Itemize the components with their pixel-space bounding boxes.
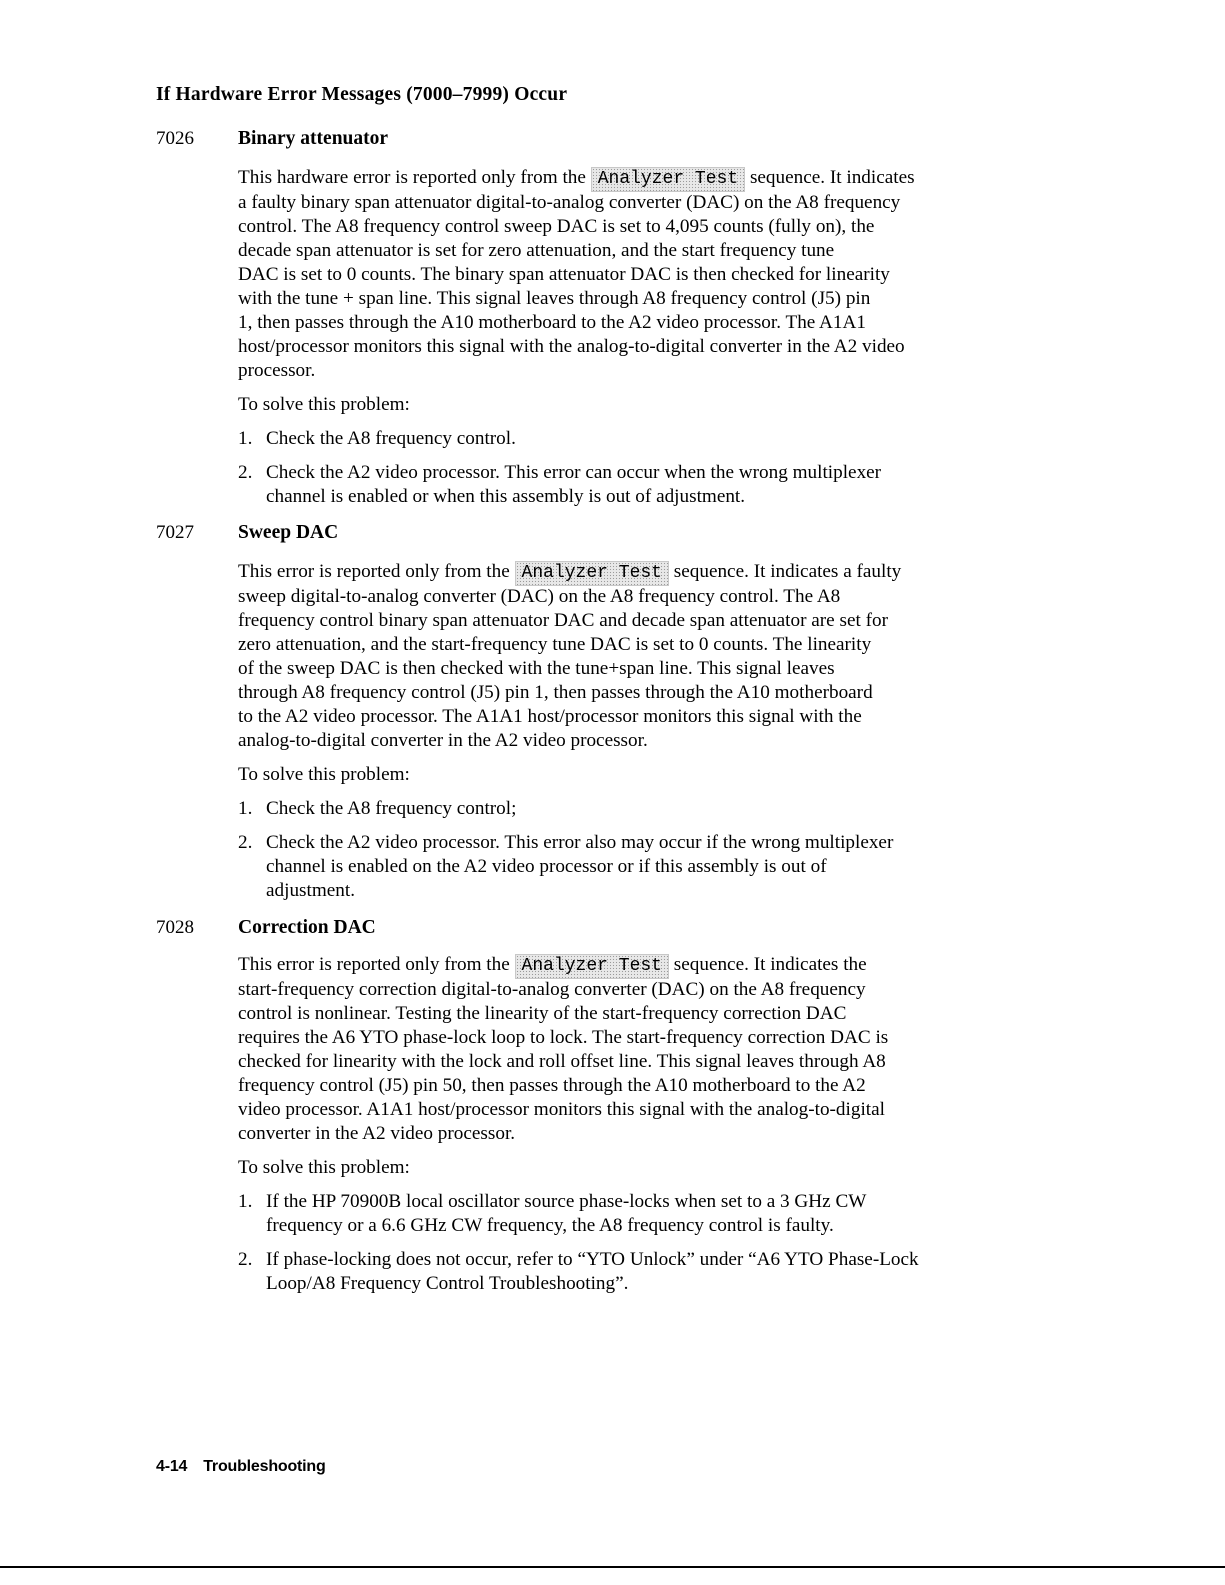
paragraph-line: through A8 frequency control (J5) pin 1, then passes through the A10 motherboard bbox=[238, 682, 873, 703]
paragraph-line: analog-to-digital converter in the A2 video processor. bbox=[238, 730, 648, 751]
paragraph-line: with the tune + span line. This signal leaves through A8 frequency control (J5) pin bbox=[238, 288, 871, 309]
solution-step bbox=[238, 1190, 1058, 1238]
bottom-rule bbox=[0, 1566, 1225, 1568]
error-code: 7026 bbox=[156, 128, 194, 149]
error-heading: Correction DAC bbox=[238, 917, 376, 938]
step-number: 1. bbox=[238, 798, 253, 819]
description-paragraph bbox=[238, 166, 1058, 383]
paragraph-line: control is nonlinear. Testing the linearity of the start-frequency correction DAC bbox=[238, 1003, 847, 1024]
error-body bbox=[238, 166, 1058, 519]
solution-steps bbox=[238, 797, 1058, 903]
solution-steps bbox=[238, 427, 1058, 509]
paragraph-line: converter in the A2 video processor. bbox=[238, 1123, 516, 1144]
paragraph-line: sweep digital-to-analog converter (DAC) on the A8 frequency control. The A8 bbox=[238, 586, 841, 607]
paragraph-line: host/processor monitors this signal with the analog-to-digital converter in the A2 video bbox=[238, 336, 905, 357]
paragraph-line: requires the A6 YTO phase-lock loop to lock. The start-frequency correction DAC is bbox=[238, 1027, 889, 1048]
paragraph-line: This error is reported only from the Analyzer Test sequence. It indicates the bbox=[238, 953, 1058, 978]
solution-step bbox=[238, 1248, 1058, 1296]
step-number: 1. bbox=[238, 1191, 253, 1212]
step-line: Check the A8 frequency control. bbox=[266, 428, 516, 449]
solution-steps bbox=[238, 1190, 1058, 1296]
paragraph-line: frequency control (J5) pin 50, then passes through the A10 motherboard to the A2 bbox=[238, 1075, 866, 1096]
analyzer-test-softkey: Analyzer Test bbox=[515, 954, 669, 979]
chapter-name: Troubleshooting bbox=[203, 1458, 326, 1475]
solution-step bbox=[238, 461, 1058, 509]
paragraph-line: frequency control binary span attenuator DAC and decade span attenuator are set for bbox=[238, 610, 888, 631]
solution-step bbox=[238, 797, 1058, 821]
step-number: 2. bbox=[238, 832, 253, 853]
solve-intro: To solve this problem: bbox=[238, 394, 410, 415]
step-line: frequency or a 6.6 GHz CW frequency, the A8 frequency control is faulty. bbox=[266, 1215, 834, 1236]
step-line: channel is enabled or when this assembly is out of adjustment. bbox=[266, 486, 746, 507]
step-number: 1. bbox=[238, 428, 253, 449]
paragraph-line: 1, then passes through the A10 motherboard to the A2 video processor. The A1A1 bbox=[238, 312, 866, 333]
step-number: 2. bbox=[238, 1249, 253, 1270]
paragraph-line: processor. bbox=[238, 360, 316, 381]
error-code: 7028 bbox=[156, 917, 194, 938]
page-title: If Hardware Error Messages (7000–7999) Occur bbox=[156, 84, 568, 105]
error-body bbox=[238, 560, 1058, 913]
paragraph-line: zero attenuation, and the start-frequency tune DAC is set to 0 counts. The linearity bbox=[238, 634, 872, 655]
solve-intro: To solve this problem: bbox=[238, 764, 410, 785]
paragraph-line: of the sweep DAC is then checked with the tune+span line. This signal leaves bbox=[238, 658, 835, 679]
step-line: If phase-locking does not occur, refer to “YTO Unlock” under “A6 YTO Phase-Lock bbox=[266, 1249, 919, 1270]
page-footer bbox=[156, 1458, 326, 1476]
solution-step bbox=[238, 831, 1058, 903]
error-body bbox=[238, 953, 1058, 1306]
step-line: adjustment. bbox=[266, 880, 355, 901]
solve-intro: To solve this problem: bbox=[238, 1157, 410, 1178]
paragraph-line: to the A2 video processor. The A1A1 host/processor monitors this signal with the bbox=[238, 706, 862, 727]
paragraph-line: start-frequency correction digital-to-analog converter (DAC) on the A8 frequency bbox=[238, 979, 866, 1000]
paragraph-line: checked for linearity with the lock and roll offset line. This signal leaves through A8 bbox=[238, 1051, 886, 1072]
step-line: Loop/A8 Frequency Control Troubleshooting”. bbox=[266, 1273, 629, 1294]
error-heading: Sweep DAC bbox=[238, 522, 339, 543]
analyzer-test-softkey: Analyzer Test bbox=[591, 167, 745, 192]
step-line: If the HP 70900B local oscillator source phase-locks when set to a 3 GHz CW bbox=[266, 1191, 867, 1212]
solution-step bbox=[238, 427, 1058, 451]
step-line: Check the A2 video processor. This error also may occur if the wrong multiplexer bbox=[266, 832, 894, 853]
paragraph-line: This error is reported only from the Analyzer Test sequence. It indicates a faulty bbox=[238, 560, 1058, 585]
page-number: 4-14 bbox=[156, 1458, 188, 1475]
analyzer-test-softkey: Analyzer Test bbox=[515, 561, 669, 586]
error-code: 7027 bbox=[156, 522, 194, 543]
paragraph-line: DAC is set to 0 counts. The binary span attenuator DAC is then checked for linearity bbox=[238, 264, 890, 285]
step-line: Check the A8 frequency control; bbox=[266, 798, 517, 819]
step-number: 2. bbox=[238, 462, 253, 483]
paragraph-line: a faulty binary span attenuator digital-to-analog converter (DAC) on the A8 frequency bbox=[238, 192, 901, 213]
step-line: Check the A2 video processor. This error can occur when the wrong multiplexer bbox=[266, 462, 882, 483]
description-paragraph bbox=[238, 560, 1058, 753]
paragraph-line: decade span attenuator is set for zero attenuation, and the start frequency tune bbox=[238, 240, 835, 261]
paragraph-line: This hardware error is reported only from the Analyzer Test sequence. It indicates bbox=[238, 166, 1058, 191]
error-heading: Binary attenuator bbox=[238, 128, 389, 149]
paragraph-line: control. The A8 frequency control sweep DAC is set to 4,095 counts (fully on), the bbox=[238, 216, 875, 237]
description-paragraph bbox=[238, 953, 1058, 1146]
paragraph-line: video processor. A1A1 host/processor monitors this signal with the analog-to-digital bbox=[238, 1099, 885, 1120]
step-line: channel is enabled on the A2 video processor or if this assembly is out of bbox=[266, 856, 827, 877]
